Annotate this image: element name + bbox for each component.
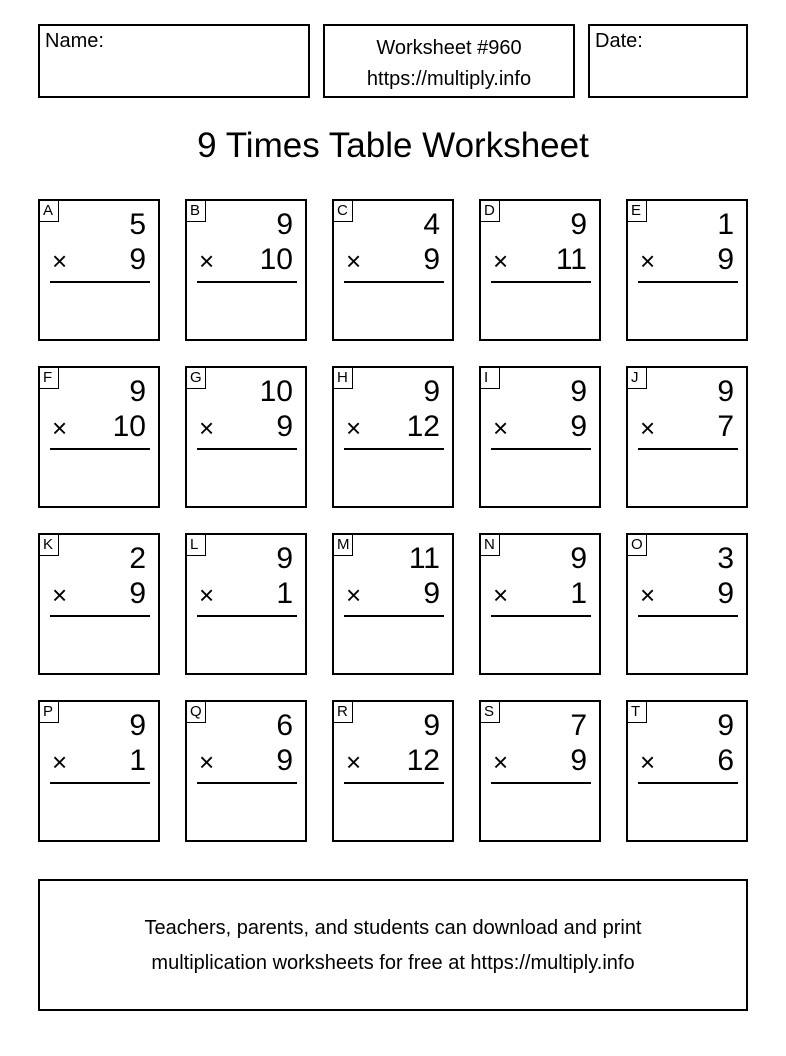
times-sign: × xyxy=(52,580,68,610)
multiplicand: 4 xyxy=(423,208,440,241)
answer-line xyxy=(50,281,150,283)
date-label: Date: xyxy=(595,30,643,52)
problem-card[interactable] xyxy=(626,366,748,508)
problem-card[interactable] xyxy=(626,700,748,842)
answer-line xyxy=(638,615,738,617)
problem-letter: A xyxy=(39,200,59,222)
multiplier: 9 xyxy=(129,243,146,276)
multiplicand: 11 xyxy=(408,542,440,575)
multiplier: 9 xyxy=(570,744,587,777)
multiplier: 11 xyxy=(555,243,587,276)
times-sign: × xyxy=(346,747,362,777)
answer-line xyxy=(638,281,738,283)
times-sign: × xyxy=(346,580,362,610)
times-sign: × xyxy=(493,413,509,443)
problem-letter: D xyxy=(480,200,500,222)
worksheet-info-box xyxy=(323,24,575,98)
date-field-box[interactable] xyxy=(588,24,748,98)
multiplicand: 6 xyxy=(276,709,293,742)
problem-card[interactable] xyxy=(185,533,307,675)
worksheet-url: https://multiply.info xyxy=(366,68,532,90)
footer-line-1: Teachers, parents, and students can download and print xyxy=(144,917,642,939)
problem-letter: I xyxy=(480,367,500,389)
multiplicand: 9 xyxy=(129,709,146,742)
answer-line xyxy=(197,782,297,784)
problem-card[interactable] xyxy=(38,700,160,842)
problem-letter: T xyxy=(627,701,647,723)
problem-card[interactable] xyxy=(332,199,454,341)
multiplier: 9 xyxy=(276,410,293,443)
times-sign: × xyxy=(52,747,68,777)
multiplicand: 9 xyxy=(717,709,734,742)
multiplier: 9 xyxy=(717,577,734,610)
answer-line xyxy=(491,615,591,617)
times-sign: × xyxy=(493,747,509,777)
problem-card[interactable] xyxy=(332,366,454,508)
answer-line xyxy=(344,782,444,784)
multiplicand: 9 xyxy=(276,208,293,241)
multiplicand: 9 xyxy=(423,709,440,742)
answer-line xyxy=(344,448,444,450)
answer-line xyxy=(50,615,150,617)
times-sign: × xyxy=(493,580,509,610)
problem-letter: C xyxy=(333,200,353,222)
multiplier: 9 xyxy=(570,410,587,443)
problem-letter: K xyxy=(39,534,59,556)
multiplier: 1 xyxy=(570,577,587,610)
answer-line xyxy=(491,448,591,450)
multiplier: 7 xyxy=(717,410,734,443)
problem-letter: J xyxy=(627,367,647,389)
multiplicand: 9 xyxy=(129,375,146,408)
problem-letter: O xyxy=(627,534,647,556)
times-sign: × xyxy=(493,246,509,276)
answer-line xyxy=(638,448,738,450)
problem-card[interactable] xyxy=(38,199,160,341)
multiplicand: 2 xyxy=(129,542,146,575)
multiplier: 6 xyxy=(717,744,734,777)
times-sign: × xyxy=(640,413,656,443)
times-sign: × xyxy=(199,413,215,443)
times-sign: × xyxy=(346,246,362,276)
multiplicand: 9 xyxy=(570,375,587,408)
multiplier: 9 xyxy=(276,744,293,777)
multiplicand: 9 xyxy=(276,542,293,575)
problem-card[interactable] xyxy=(479,700,601,842)
multiplicand: 7 xyxy=(570,709,587,742)
times-sign: × xyxy=(640,246,656,276)
page-title: 9 Times Table Worksheet xyxy=(197,126,589,165)
answer-line xyxy=(344,615,444,617)
name-label: Name: xyxy=(45,30,104,52)
answer-line xyxy=(344,281,444,283)
multiplier: 1 xyxy=(276,577,293,610)
multiplier: 1 xyxy=(129,744,146,777)
problem-letter: L xyxy=(186,534,206,556)
multiplier: 9 xyxy=(129,577,146,610)
multiplicand: 9 xyxy=(570,542,587,575)
problem-card[interactable] xyxy=(626,533,748,675)
problem-card[interactable] xyxy=(38,533,160,675)
answer-line xyxy=(491,782,591,784)
times-sign: × xyxy=(640,580,656,610)
problem-letter: E xyxy=(627,200,647,222)
problem-card[interactable] xyxy=(185,366,307,508)
multiplier: 9 xyxy=(717,243,734,276)
answer-line xyxy=(197,615,297,617)
problem-card[interactable] xyxy=(626,199,748,341)
problem-card[interactable] xyxy=(332,700,454,842)
problem-card[interactable] xyxy=(185,199,307,341)
times-sign: × xyxy=(52,413,68,443)
answer-line xyxy=(638,782,738,784)
times-sign: × xyxy=(199,580,215,610)
answer-line xyxy=(197,281,297,283)
problem-letter: S xyxy=(480,701,500,723)
multiplier: 12 xyxy=(406,410,440,443)
footer-line-2: multiplication worksheets for free at https://multiply.info xyxy=(151,952,635,974)
name-field-box[interactable] xyxy=(38,24,310,98)
problem-letter: P xyxy=(39,701,59,723)
multiplicand: 9 xyxy=(717,375,734,408)
problem-letter: H xyxy=(333,367,353,389)
times-sign: × xyxy=(52,246,68,276)
times-sign: × xyxy=(346,413,362,443)
problem-card[interactable] xyxy=(38,366,160,508)
answer-line xyxy=(197,448,297,450)
multiplicand: 3 xyxy=(717,542,734,575)
problem-letter: G xyxy=(186,367,206,389)
problem-letter: B xyxy=(186,200,206,222)
multiplicand: 5 xyxy=(129,208,146,241)
times-sign: × xyxy=(199,747,215,777)
problem-card[interactable] xyxy=(479,533,601,675)
worksheet-number: Worksheet #960 xyxy=(376,37,522,59)
multiplier: 10 xyxy=(112,410,146,443)
multiplier: 12 xyxy=(406,744,440,777)
times-sign: × xyxy=(640,747,656,777)
answer-line xyxy=(50,782,150,784)
problem-letter: N xyxy=(480,534,500,556)
multiplicand: 9 xyxy=(570,208,587,241)
multiplicand: 1 xyxy=(717,208,734,241)
answer-line xyxy=(491,281,591,283)
footer-box xyxy=(38,879,748,1011)
problem-card[interactable] xyxy=(185,700,307,842)
problem-letter: R xyxy=(333,701,353,723)
multiplicand: 10 xyxy=(259,375,293,408)
multiplier: 9 xyxy=(423,577,440,610)
answer-line xyxy=(50,448,150,450)
problem-card[interactable] xyxy=(332,533,454,675)
problem-card[interactable] xyxy=(479,366,601,508)
times-sign: × xyxy=(199,246,215,276)
multiplier: 9 xyxy=(423,243,440,276)
problem-letter: F xyxy=(39,367,59,389)
multiplier: 10 xyxy=(259,243,293,276)
multiplicand: 9 xyxy=(423,375,440,408)
problem-card[interactable] xyxy=(479,199,601,341)
problem-letter: M xyxy=(333,534,353,556)
problem-letter: Q xyxy=(186,701,206,723)
